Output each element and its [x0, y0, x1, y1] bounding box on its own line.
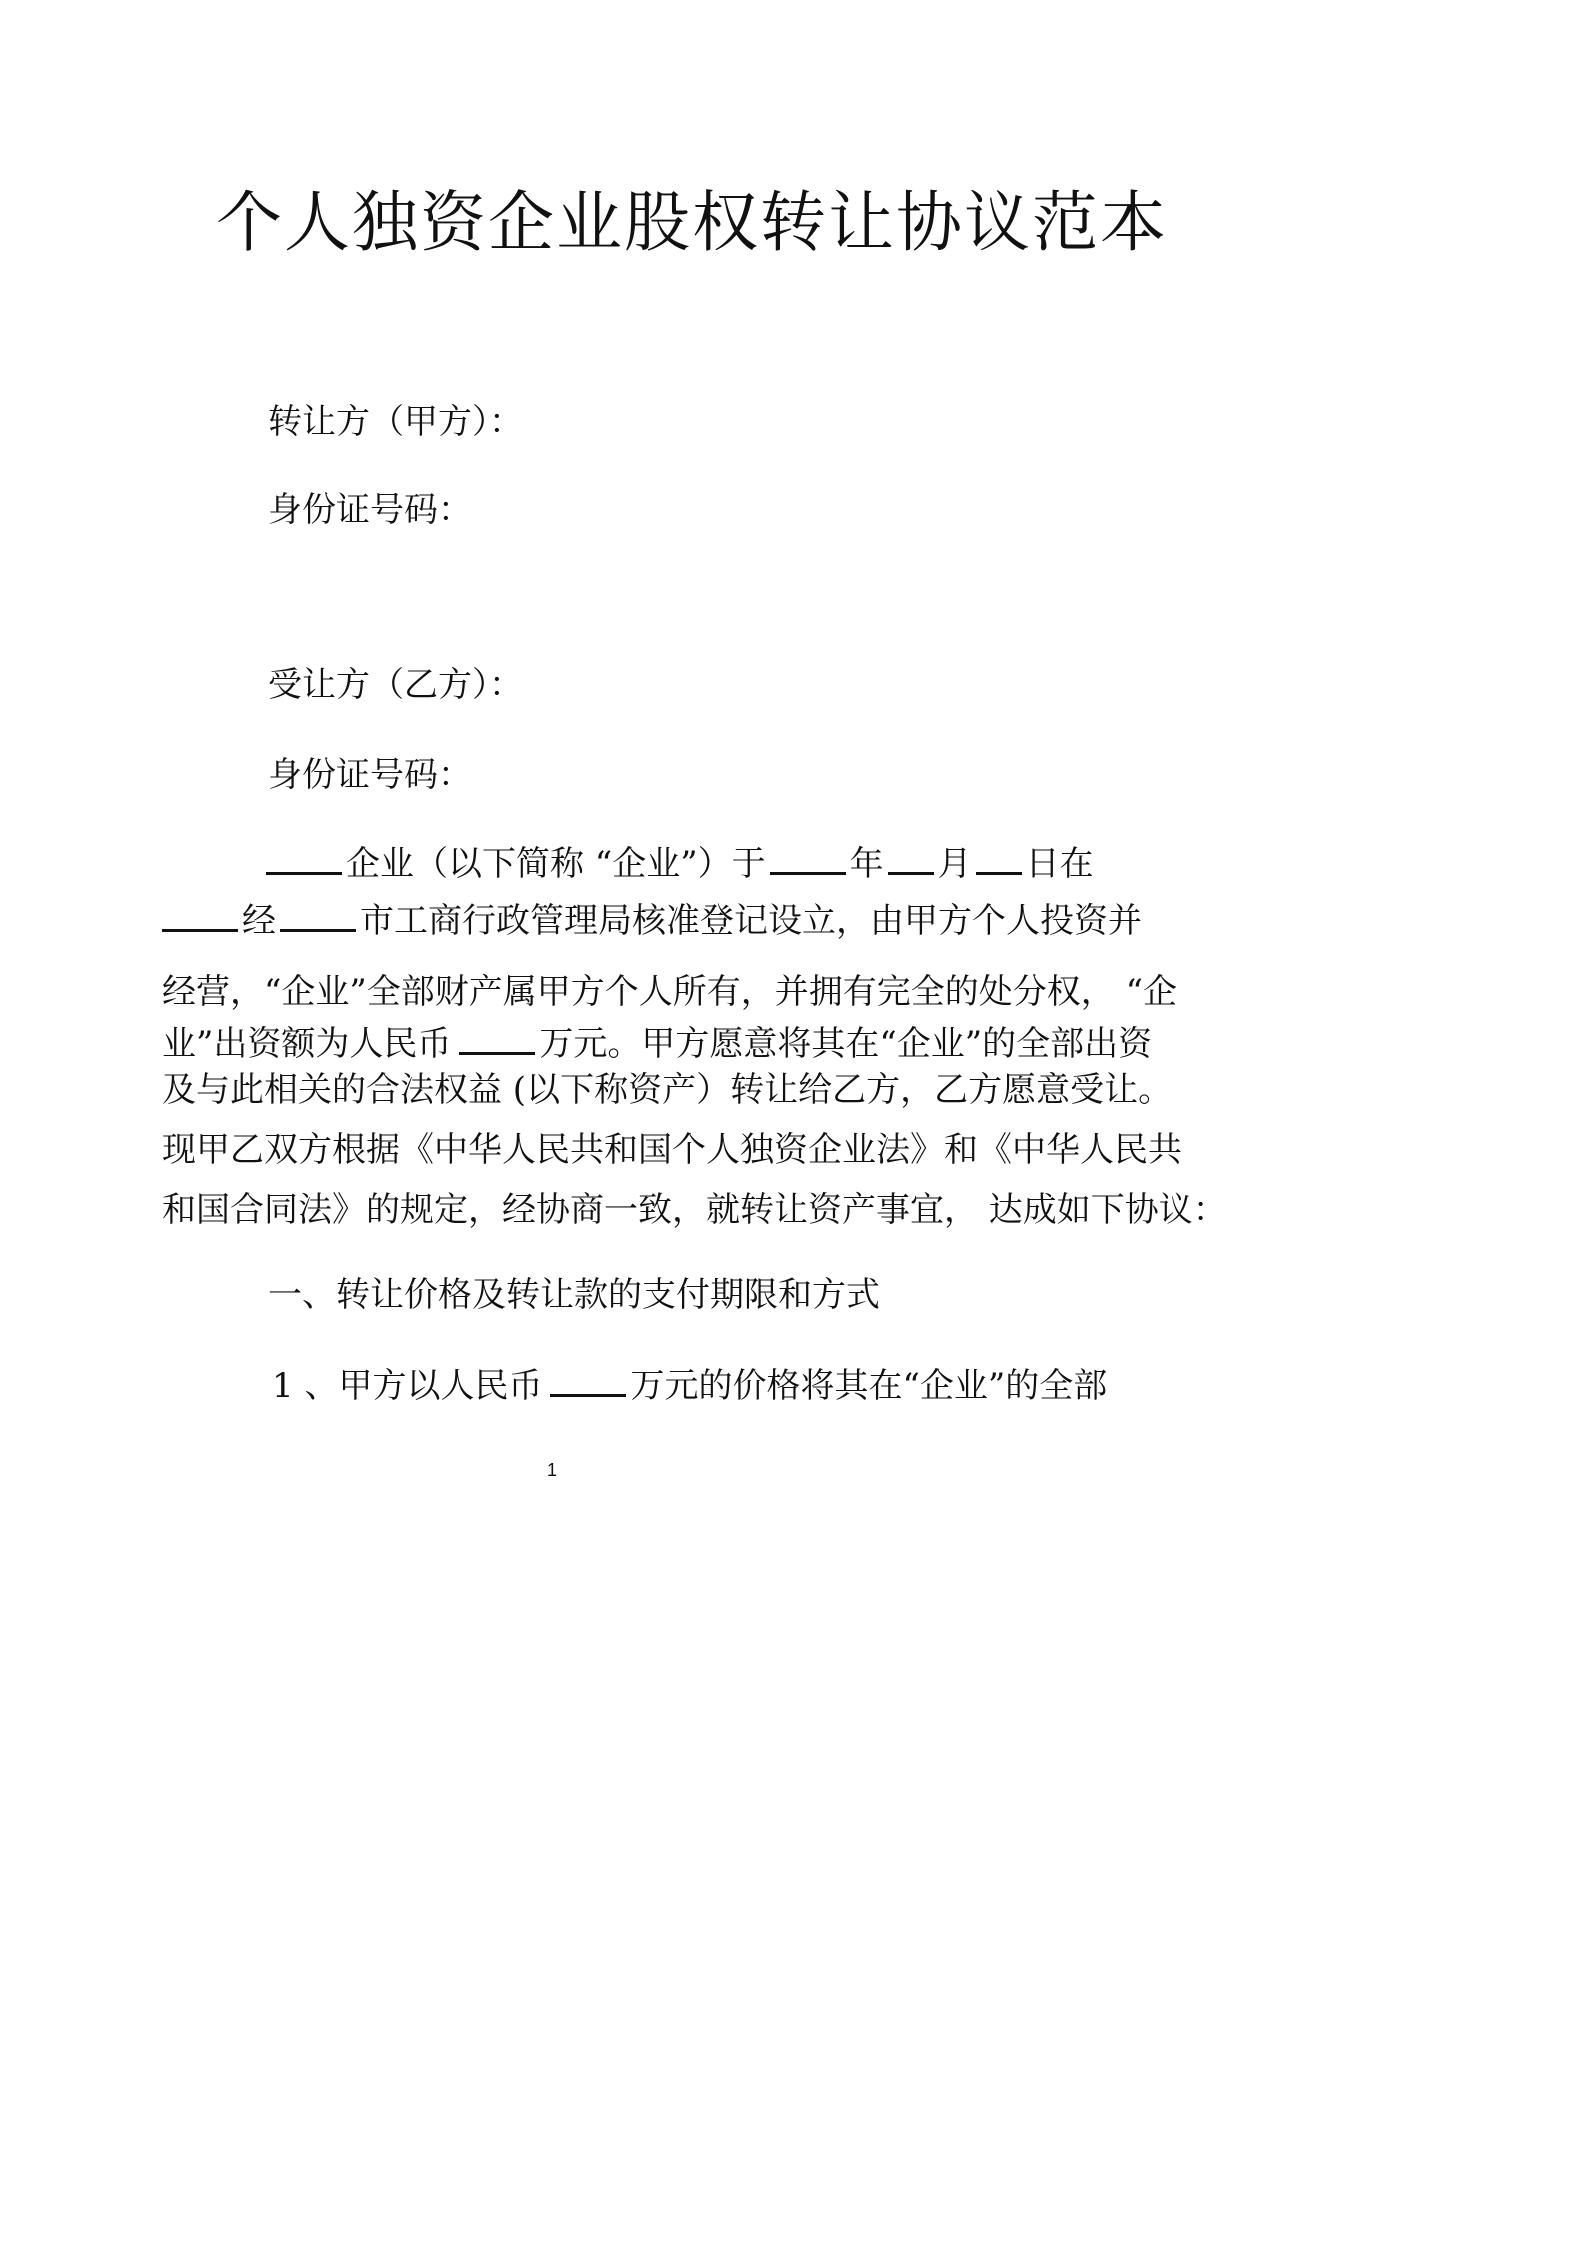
clause-line [272, 1362, 1107, 1406]
text: 企业（以下简称 “企业”）于 [346, 844, 766, 884]
blank-place [162, 897, 238, 932]
section-heading: 一、转让价格及转让款的支付期限和方式 [268, 1275, 880, 1315]
paragraph-line [162, 897, 1142, 941]
party-a-label: 转让方（甲方）： [268, 402, 523, 442]
text: 1 、甲方以人民币 [272, 1366, 543, 1406]
party-b-label: 受让方（乙方）： [268, 665, 523, 705]
text: 业”出资额为人民币 [162, 1024, 452, 1064]
blank-capital-amount [459, 1020, 535, 1055]
text: 日在 [1025, 844, 1094, 884]
document-title: 个人独资企业股权转让协议范本 [216, 184, 1168, 261]
paragraph-line: 经营，“企业”全部财产属甲方个人所有，并拥有完全的处分权， “企 [162, 972, 1177, 1012]
paragraph-line: 和国合同法》的规定，经协商一致，就转让资产事宜， 达成如下协议： [162, 1190, 1227, 1230]
text: 市工商行政管理局核准登记设立，由甲方个人投资并 [360, 901, 1142, 941]
paragraph-line: 及与此相关的合法权益 (以下称资产）转让给乙方，乙方愿意受让。 [162, 1070, 1173, 1110]
blank-enterprise-name [266, 840, 342, 875]
paragraph-line [162, 1020, 1152, 1064]
paragraph-line [266, 840, 1094, 884]
party-a-id-label: 身份证号码： [268, 490, 472, 530]
page-number: 1 [547, 1460, 558, 1480]
blank-day [976, 840, 1022, 875]
party-b-id-label: 身份证号码： [268, 755, 472, 795]
text: 年 [849, 844, 884, 884]
blank-year [770, 840, 846, 875]
blank-price [550, 1362, 626, 1397]
text: 月 [937, 844, 972, 884]
paragraph-line: 现甲乙双方根据《中华人民共和国个人独资企业法》和《中华人民共 [162, 1130, 1182, 1170]
blank-city [280, 897, 356, 932]
text: 经 [242, 901, 276, 941]
text: 万元。甲方愿意将其在“企业”的全部出资 [539, 1024, 1153, 1064]
blank-month [888, 840, 934, 875]
text: 万元的价格将其在“企业”的全部 [630, 1366, 1108, 1406]
